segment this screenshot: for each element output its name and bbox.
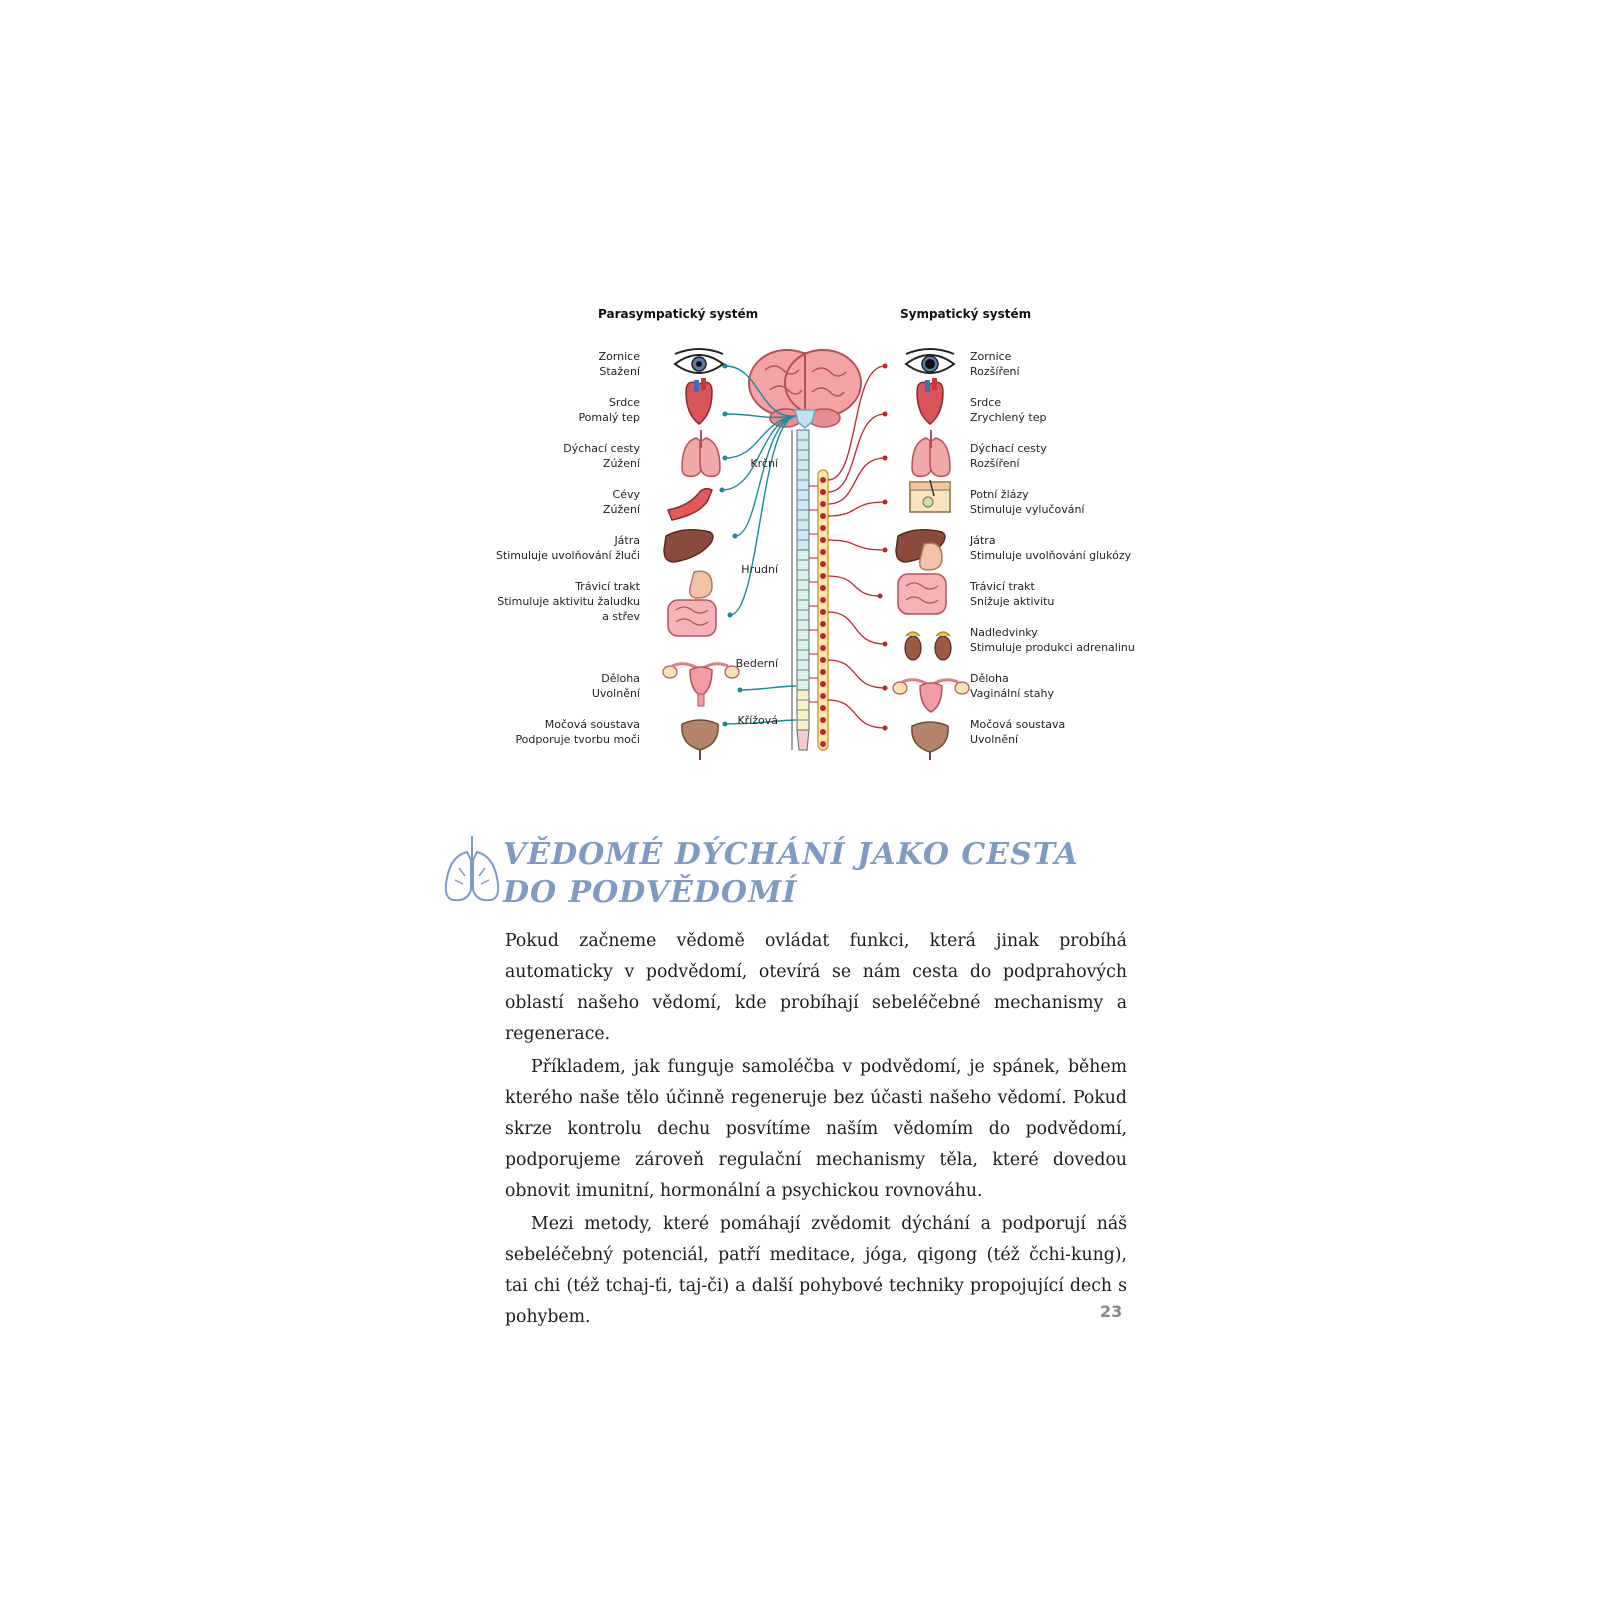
ganglion-dot	[820, 501, 826, 507]
uterus-icon	[893, 680, 969, 712]
ganglion-dot	[820, 609, 826, 615]
sympathetic-nerve	[828, 612, 885, 644]
sympathetic-nerve	[828, 540, 885, 550]
right-item-bladder: Močová soustava Uvolnění	[970, 718, 1066, 746]
left-item-vessels: Cévy Zúžení	[602, 488, 640, 516]
ganglion-dot	[820, 633, 826, 639]
paragraph: Mezi metody, které pomáhají zvědomit dýchání a podporují náš sebeléčebný potenciál, patří meditace, jóga, qigong (též čchi-kung), tai chi (též tchaj-ťi, taj-či) a další pohybové techniky propojující dech s pohybem.	[505, 1214, 1127, 1327]
ganglion-dot	[820, 669, 826, 675]
heart-icon	[917, 378, 943, 424]
ganglion-dot	[820, 573, 826, 579]
ganglion-dot	[820, 513, 826, 519]
parasympathetic-nerve	[730, 416, 796, 615]
ganglion-dot	[820, 657, 826, 663]
ganglion-dot	[820, 549, 826, 555]
ganglion-dot	[820, 717, 826, 723]
nerve-end-dot	[883, 642, 888, 647]
nerve-end-dot	[733, 534, 738, 539]
brain-icon	[749, 350, 861, 428]
left-item-liver: Játra Stimuluje uvolňování žluči	[495, 534, 640, 562]
ganglion-dot	[820, 477, 826, 483]
left-item-pupil: Zornice Stažení	[598, 350, 640, 378]
sympathetic-nerve	[828, 414, 885, 492]
adrenal-glands-icon	[905, 632, 951, 660]
ganglion-dot	[820, 561, 826, 567]
liver-icon	[664, 530, 713, 562]
sympathetic-nerve	[828, 660, 885, 688]
paragraph: Pokud začneme vědomě ovládat funkci, která jinak probíhá automaticky v podvědomí, otevírá se nám cesta do podprahových oblastí našeho vědomí, kde probíhají sebeléčebné mechanismy a regenerace.	[505, 931, 1127, 1044]
ganglion-dot	[820, 645, 826, 651]
ganglion-dot	[820, 705, 826, 711]
ganglion-dot	[820, 681, 826, 687]
body-text	[505, 926, 1127, 1333]
blood-vessel-icon	[668, 489, 712, 520]
parasympathetic-title: Parasympatický systém	[598, 307, 759, 321]
sympathetic-nerve	[828, 458, 885, 504]
spine-label-thoracic: Hrudní	[741, 563, 778, 576]
left-item-digestive: Trávicí trakt Stimuluje aktivitu žaludku a střev	[497, 580, 640, 623]
nerve-end-dot	[728, 613, 733, 618]
eye-icon	[906, 349, 954, 373]
section-title-line-2: DO PODVĚDOMÍ	[503, 875, 798, 910]
spine-label-cervical: Krční	[750, 457, 778, 470]
nerve-end-dot	[883, 456, 888, 461]
ganglion-dot	[820, 741, 826, 747]
ganglion-dot	[820, 585, 826, 591]
parasympathetic-nerve	[735, 416, 796, 536]
nerve-end-dot	[720, 488, 725, 493]
nerve-end-dot	[883, 364, 888, 369]
right-item-airways: Dýchací cesty Rozšíření	[970, 442, 1047, 470]
ganglion-dot	[820, 525, 826, 531]
page-number: 23	[1100, 1302, 1123, 1321]
ganglion-dot	[820, 597, 826, 603]
eye-icon	[675, 349, 723, 373]
nerve-end-dot	[723, 412, 728, 417]
nerve-end-dot	[883, 726, 888, 731]
nerve-end-dot	[878, 594, 883, 599]
right-item-sweat-glands: Potní žlázy Stimuluje vylučování	[970, 488, 1085, 516]
left-item-airways: Dýchací cesty Zúžení	[563, 442, 640, 470]
bladder-icon	[912, 722, 948, 760]
nerve-end-dot	[738, 688, 743, 693]
left-item-uterus: Děloha Uvolnění	[591, 672, 640, 700]
lungs-organ-icon	[912, 430, 950, 476]
ganglion-dot	[820, 489, 826, 495]
ganglion-dot	[820, 729, 826, 735]
nerve-end-dot	[883, 548, 888, 553]
ganglion-dot	[820, 537, 826, 543]
lungs-icon	[446, 836, 498, 900]
spine-label-lumbar: Bederní	[735, 657, 778, 670]
right-item-adrenals: Nadledvinky Stimuluje produkci adrenalinu	[970, 626, 1135, 654]
spine-label-sacral: Křížová	[737, 714, 778, 727]
left-item-bladder: Močová soustava Podporuje tvorbu moči	[515, 718, 640, 746]
nerve-end-dot	[883, 412, 888, 417]
parasympathetic-nerve	[740, 686, 796, 690]
digestive-tract-icon	[668, 571, 716, 636]
sympathetic-nerve	[828, 502, 885, 516]
ganglion-dot	[820, 621, 826, 627]
heart-icon	[686, 378, 712, 424]
sympathetic-nerve	[828, 700, 885, 728]
sympathetic-nerve	[828, 576, 880, 596]
right-item-digestive: Trávicí trakt Snižuje aktivitu	[970, 580, 1055, 608]
nerve-end-dot	[883, 686, 888, 691]
right-item-uterus: Děloha Vaginální stahy	[970, 672, 1055, 700]
ganglion-dot	[820, 693, 826, 699]
sympathetic-title: Sympatický systém	[900, 307, 1032, 321]
section-title-line-1: VĚDOMÉ DÝCHÁNÍ JAKO CESTA	[503, 837, 1079, 872]
section-title	[503, 836, 1079, 912]
sweat-gland-icon	[910, 480, 950, 512]
nerve-end-dot	[883, 500, 888, 505]
right-item-pupil: Zornice Rozšíření	[970, 350, 1020, 378]
left-item-heart: Srdce Pomalý tep	[578, 396, 640, 424]
uterus-icon	[663, 664, 739, 706]
right-item-liver: Játra Stimuluje uvolňování glukózy	[970, 534, 1132, 562]
right-item-heart: Srdce Zrychlený tep	[970, 396, 1047, 424]
paragraph: Příkladem, jak funguje samoléčba v podvědomí, je spánek, během kterého naše tělo účinně regeneruje bez účasti našeho vědomí. Pokud skrze kontrolu dechu posvítíme naším vědomím do podvědomí, podporujeme zároveň regulační mechanismy těla, které dovedou obnovit imunitní, hormonální a psychickou rovnováhu.	[505, 1057, 1127, 1201]
